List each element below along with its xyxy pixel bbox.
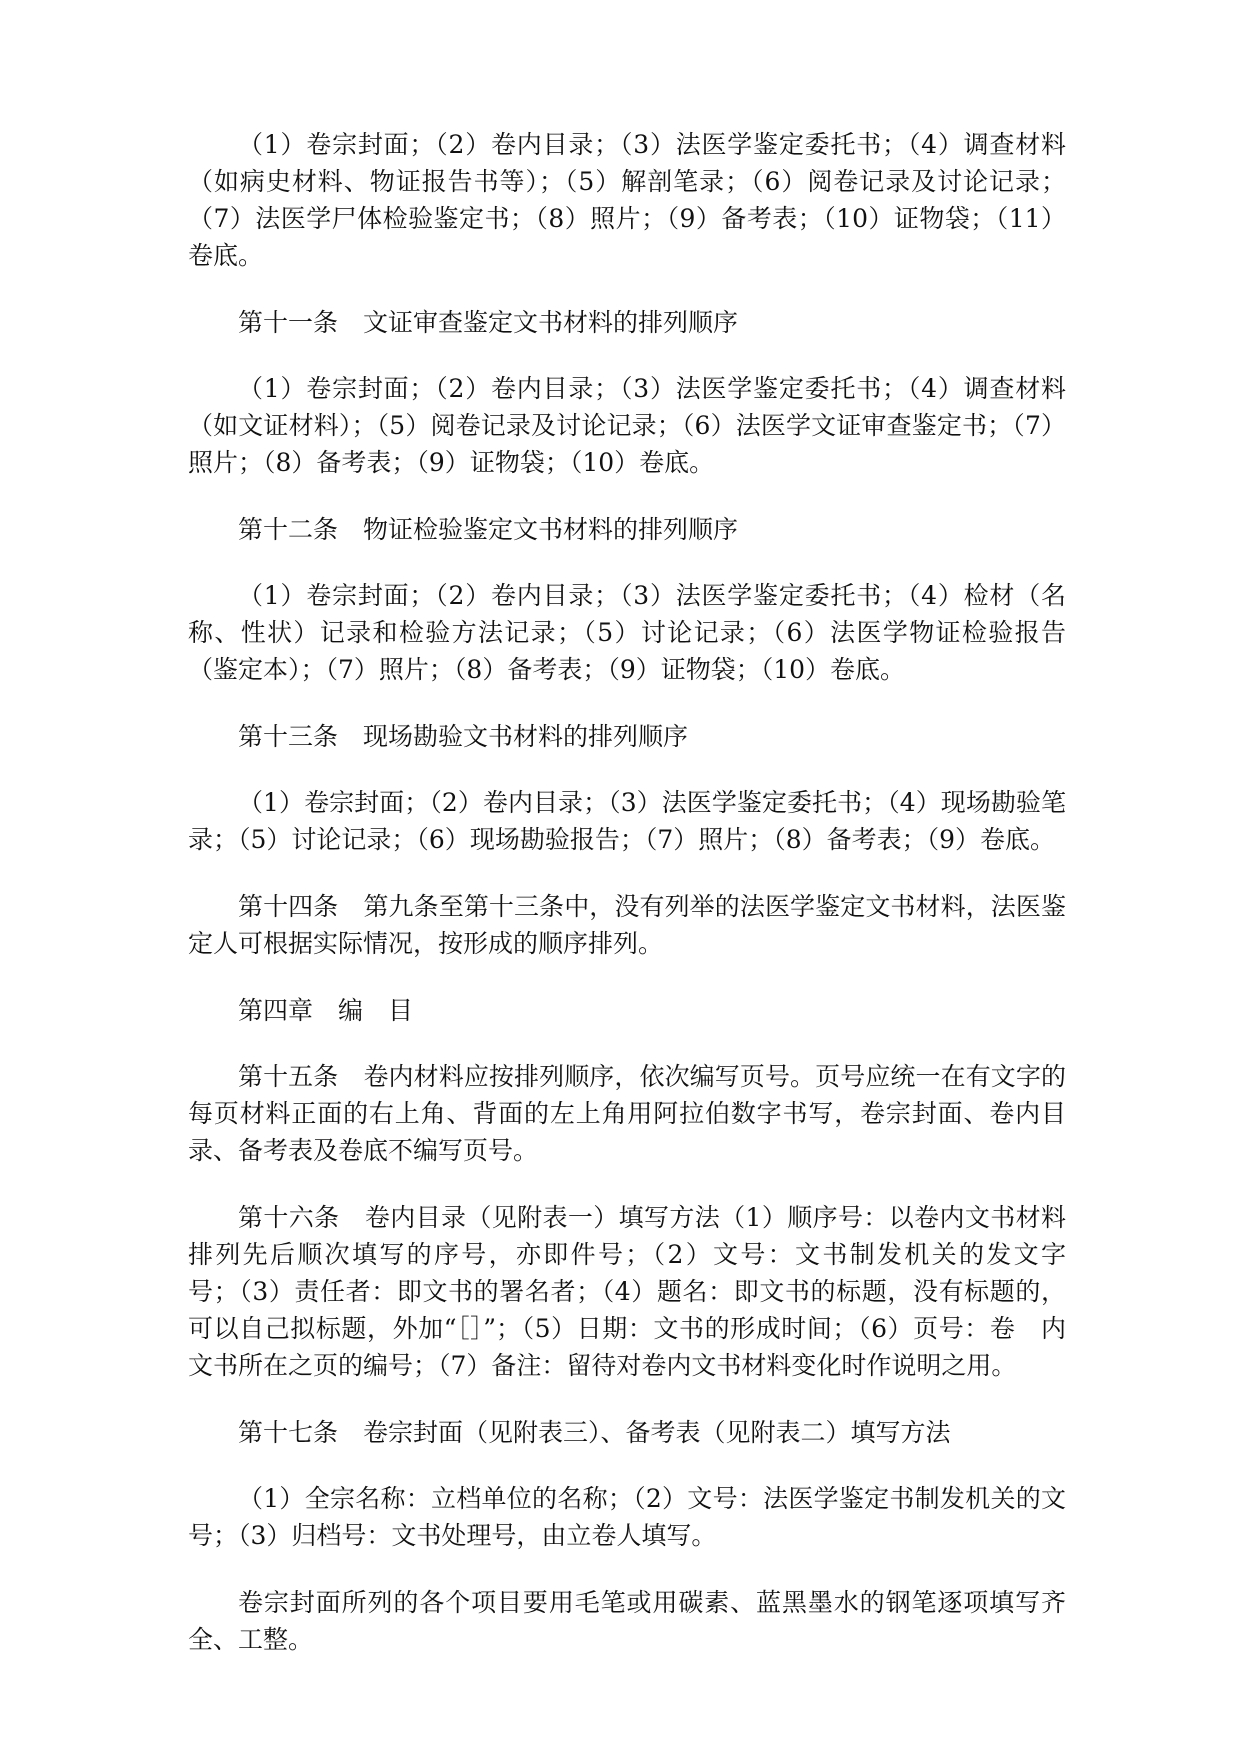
article-16-paragraph: 第十六条 卷内目录（见附表一）填写方法（1）顺序号：以卷内文书材料排列先后顺次填写的序号，亦即件号；（2）文号：文书制发机关的发文字 号；（3）责任者：即文书的署名者；（4）题名：即文书的标题，没有标题的，可以自己拟标题，外加“［］”；（5）日期：文书的形成时间；（6）页号：卷 内文书所在之页的编号；（7）备注：留待对卷内文书材料变化时作说明之用。: [188, 1203, 1092, 1380]
paragraph-cover-fill-items: （1）全宗名称：立档单位的名称；（2）文号：法医学鉴定书制发机关的文号；（3）归档号：文书处理号，由立卷人填写。: [188, 1484, 1066, 1550]
article-14-paragraph: 第十四条 第九条至第十三条中，没有列举的法医学鉴定文书材料，法医鉴定人可根据实际情况，按形成的顺序排列。: [188, 892, 1066, 958]
article-12-heading: 第十二条 物证检验鉴定文书材料的排列顺序: [238, 515, 739, 544]
paragraph-cover-fill-note: 卷宗封面所列的各个项目要用毛笔或用碳素、蓝黑墨水的钢笔逐项填写齐全、工整。: [188, 1588, 1066, 1654]
paragraph-autopsy-file-order-items: （1）卷宗封面；（2）卷内目录；（3）法医学鉴定委托书；（4）调查材料（如病史材料、物证报告书等）；（5）解剖笔录；（6）阅卷记录及讨论记录；（7）法医学尸体检验鉴定书；（8）照片；（9）备考表；（10）证物袋；（11）卷底。: [188, 130, 1066, 270]
paragraph-document-review-order-items: （1）卷宗封面；（2）卷内目录；（3）法医学鉴定委托书；（4）调查材料（如文证材料）；（5）阅卷记录及讨论记录；（6）法医学文证审查鉴定书；（7）照片；（8）备考表；（9）证物袋；（10）卷底。: [188, 374, 1066, 477]
article-11-heading: 第十一条 文证审查鉴定文书材料的排列顺序: [238, 308, 739, 337]
paragraph-scene-investigation-order-items: （1）卷宗封面；（2）卷内目录；（3）法医学鉴定委托书；（4）现场勘验笔录；（5）讨论记录；（6）现场勘验报告；（7）照片；（8）备考表；（9）卷底。: [188, 788, 1066, 854]
paragraph-physical-evidence-order-items: （1）卷宗封面；（2）卷内目录；（3）法医学鉴定委托书；（4）检材（名称、性状）记录和检验方法记录；（5）讨论记录；（6）法医学物证检验报告（鉴定本）；（7）照片；（8）备考表；（9）证物袋；（10）卷底。: [188, 581, 1066, 684]
chapter-4-heading: 第四章 编 目: [238, 996, 414, 1025]
document-page: [188, 126, 1092, 1688]
article-17-heading: 第十七条 卷宗封面（见附表三）、备考表（见附表二）填写方法: [238, 1418, 951, 1447]
article-15-paragraph: 第十五条 卷内材料应按排列顺序，依次编写页号。页号应统一在有文字的每页材料正面的右上角、背面的左上角用阿拉伯数字书写，卷宗封面、卷内目录、备考表及卷底不编写页号。: [188, 1062, 1066, 1165]
article-13-heading: 第十三条 现场勘验文书材料的排列顺序: [238, 722, 689, 751]
